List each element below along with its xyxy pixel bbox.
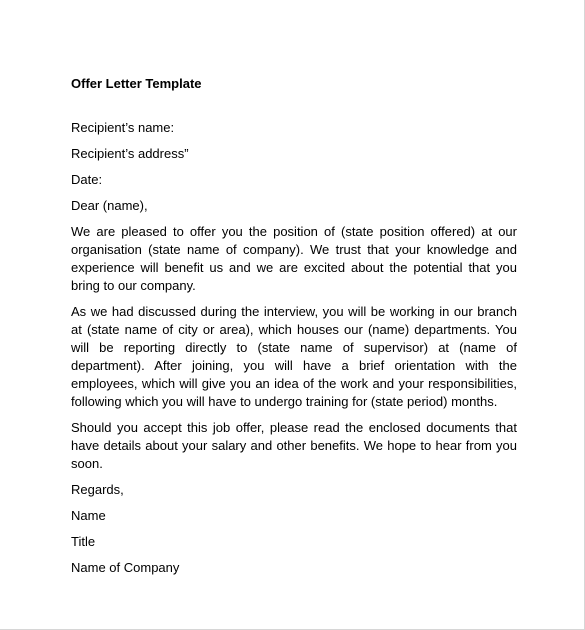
recipient-name-line: Recipient’s name: <box>71 120 175 135</box>
body-paragraph-2: As we had discussed during the interview, you will be working in our branch at (state name of city or area), which houses our (name) departments. You will be reporting directly to (state name of supervisor) at (name of department). After joining, you will have a brief orientation with the employees, which will give you an idea of the work and your responsibilities, following which you will have to undergo training for (state period) months. <box>71 304 517 409</box>
closing-line: Regards, <box>71 482 124 497</box>
recipient-address-line: Recipient’s address” <box>71 146 189 161</box>
date-line: Date: <box>71 172 103 187</box>
signature-name: Name <box>71 508 106 523</box>
salutation: Dear (name), <box>71 198 148 213</box>
signature-company: Name of Company <box>71 560 180 575</box>
offer-letter <box>71 75 517 585</box>
document-title: Offer Letter Template <box>71 76 202 91</box>
body-paragraph-3: Should you accept this job offer, please read the enclosed documents that have details about your salary and other benefits. We hope to hear from you soon. <box>71 420 517 471</box>
body-paragraph-1: We are pleased to offer you the position of (state position offered) at our organisation (state name of company). We trust that your knowledge and experience will benefit us and we are excited about the potential that you bring to our company. <box>71 224 517 293</box>
signature-title: Title <box>71 534 96 549</box>
